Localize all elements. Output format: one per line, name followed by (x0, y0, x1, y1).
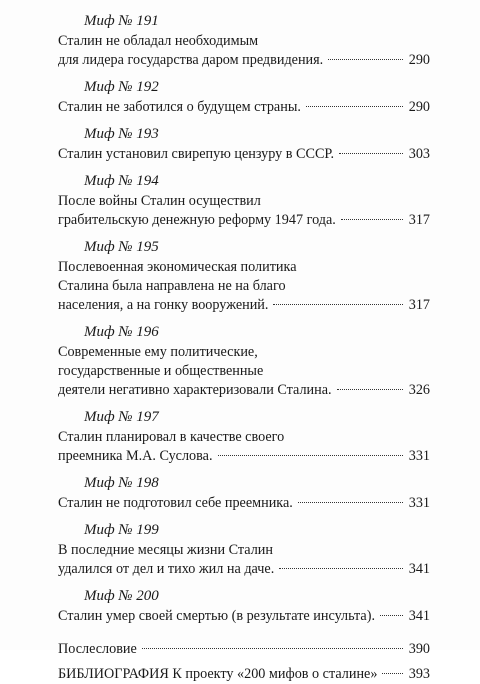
toc-entry[interactable] (58, 172, 430, 230)
toc-entry[interactable] (58, 238, 430, 315)
myth-number: Миф № 193 (84, 126, 159, 142)
entry-title-line: После войны Сталин осуществил (58, 193, 261, 209)
myth-number: Миф № 192 (84, 79, 159, 95)
page-number: 303 (408, 146, 430, 162)
entry-last-line-text: Сталин не заботился о будущем страны. (58, 99, 301, 115)
toc-entries (58, 12, 430, 684)
entry-last-line-row (58, 381, 430, 400)
myth-number: Миф № 191 (84, 13, 159, 29)
toc-entry[interactable] (58, 587, 430, 626)
dot-leader (380, 615, 403, 616)
myth-number: Миф № 198 (84, 475, 159, 491)
entry-last-line-text: Сталин не подготовил себе преемника. (58, 495, 293, 511)
entry-title-line: Сталина была направлена не на благо (58, 278, 286, 294)
page-number: 326 (408, 382, 430, 398)
entry-title-line: Сталин не обладал необходимым (58, 33, 259, 49)
myth-number: Миф № 195 (84, 239, 159, 255)
page-number: 341 (408, 561, 430, 577)
dot-leader (218, 455, 403, 456)
dot-leader (273, 304, 402, 305)
page-number: 331 (408, 448, 430, 464)
entry-last-line-row (58, 560, 430, 579)
entry-last-line-text: деятели негативно характеризовали Сталина. (58, 382, 332, 398)
entry-last-line-row (58, 98, 430, 117)
dot-leader (328, 59, 403, 60)
bibliography-entry[interactable] (58, 665, 430, 684)
entry-last-line-text: удалился от дел и тихо жил на даче. (58, 561, 275, 577)
entry-last-line-text: населения, а на гонку вооружений. (58, 297, 269, 313)
myth-number: Миф № 196 (84, 324, 159, 340)
myth-number: Миф № 199 (84, 522, 159, 538)
toc-entry[interactable] (58, 12, 430, 70)
toc-entry[interactable] (58, 125, 430, 164)
dot-leader (339, 153, 403, 154)
entry-gap (58, 466, 430, 474)
page-number: 290 (408, 52, 430, 68)
toc-entry[interactable] (58, 408, 430, 466)
dot-leader (306, 106, 403, 107)
page-number: 317 (408, 297, 430, 313)
page-number: 341 (408, 608, 430, 624)
entry-title-line: Сталин планировал в качестве своего (58, 429, 285, 445)
entry-last-line-row (58, 51, 430, 70)
page-number: 393 (408, 666, 430, 682)
afterword-text: Послесловие (58, 641, 137, 657)
entry-title-line: Послевоенная экономическая политика (58, 259, 297, 275)
page-number: 317 (408, 212, 430, 228)
page-number: 331 (408, 495, 430, 511)
page-number: 390 (408, 641, 430, 657)
entry-last-line-row (58, 494, 430, 513)
entry-last-line-text: Сталин умер своей смертью (в результате инсульта). (58, 608, 375, 624)
myth-number: Миф № 197 (84, 409, 159, 425)
entry-gap (58, 230, 430, 238)
entry-gap (58, 400, 430, 408)
entry-gap (58, 70, 430, 78)
entry-last-line-row (58, 447, 430, 466)
entry-title-line: государственные и общественные (58, 363, 264, 379)
dot-leader (142, 648, 403, 649)
toc-entry[interactable] (58, 521, 430, 579)
entry-last-line-row (58, 296, 430, 315)
dot-leader (337, 389, 403, 390)
entry-gap (58, 117, 430, 125)
entry-gap (58, 164, 430, 172)
entry-last-line-text: преемника М.А. Суслова. (58, 448, 213, 464)
myth-number: Миф № 200 (84, 588, 159, 604)
dot-leader (279, 568, 402, 569)
page-number: 290 (408, 99, 430, 115)
toc-entry[interactable] (58, 474, 430, 513)
entry-last-line-text: для лидера государства даром предвидения. (58, 52, 324, 68)
entry-last-line-row (58, 211, 430, 230)
myth-number: Миф № 194 (84, 173, 159, 189)
entry-title-line: В последние месяцы жизни Сталин (58, 542, 273, 558)
bibliography-row (58, 665, 430, 684)
dot-leader (298, 502, 403, 503)
entry-gap (58, 315, 430, 323)
entry-last-line-row (58, 145, 430, 164)
dot-leader (382, 673, 402, 674)
entry-last-line-text: грабительскую денежную реформу 1947 года. (58, 212, 336, 228)
entry-gap (58, 626, 430, 634)
bibliography-text: БИБЛИОГРАФИЯ К проекту «200 мифов о сталине» (58, 666, 378, 682)
entry-last-line-row (58, 607, 430, 626)
toc-entry[interactable] (58, 78, 430, 117)
entry-gap (58, 513, 430, 521)
entry-title-line: Современные ему политические, (58, 344, 258, 360)
entry-gap (58, 579, 430, 587)
dot-leader (341, 219, 403, 220)
entry-last-line-text: Сталин установил свирепую цензуру в СССР. (58, 146, 335, 162)
toc-entry[interactable] (58, 323, 430, 400)
